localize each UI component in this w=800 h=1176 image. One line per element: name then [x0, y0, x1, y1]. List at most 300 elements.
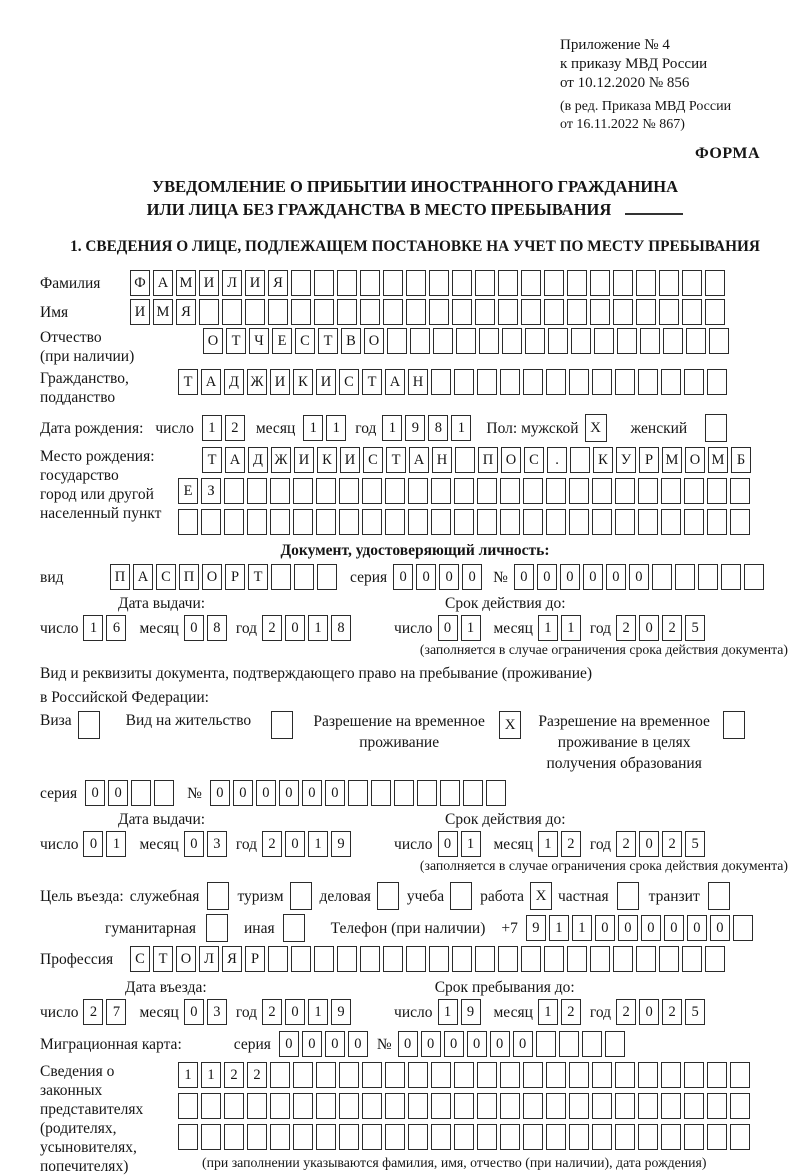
char-cell[interactable] — [475, 270, 495, 296]
given-name-field[interactable] — [130, 299, 728, 325]
purpose-other-checkbox[interactable] — [283, 914, 305, 942]
char-cell[interactable] — [178, 1124, 198, 1150]
char-cell[interactable]: 0 — [438, 615, 458, 641]
char-cell[interactable]: К — [317, 447, 337, 473]
char-cell[interactable]: 2 — [561, 831, 581, 857]
char-cell[interactable] — [268, 946, 288, 972]
char-cell[interactable] — [582, 1031, 602, 1057]
char-cell[interactable] — [383, 270, 403, 296]
char-cell[interactable]: 5 — [685, 615, 705, 641]
char-cell[interactable] — [592, 1124, 612, 1150]
char-cell[interactable]: 9 — [405, 415, 425, 441]
doc-valid-year[interactable] — [616, 615, 708, 641]
char-cell[interactable] — [455, 447, 475, 473]
char-cell[interactable] — [385, 478, 405, 504]
char-cell[interactable]: С — [130, 946, 150, 972]
char-cell[interactable] — [546, 1124, 566, 1150]
char-cell[interactable] — [652, 564, 672, 590]
char-cell[interactable] — [636, 270, 656, 296]
char-cell[interactable] — [452, 270, 472, 296]
char-cell[interactable] — [270, 509, 290, 535]
char-cell[interactable] — [544, 299, 564, 325]
char-cell[interactable] — [705, 299, 725, 325]
birth-place-row2[interactable] — [178, 478, 754, 504]
char-cell[interactable]: 1 — [572, 915, 592, 941]
stay-year-field[interactable] — [616, 999, 708, 1025]
char-cell[interactable] — [475, 946, 495, 972]
char-cell[interactable] — [385, 1124, 405, 1150]
char-cell[interactable] — [569, 369, 589, 395]
char-cell[interactable] — [684, 369, 704, 395]
migration-card-number-field[interactable] — [398, 1031, 628, 1057]
char-cell[interactable] — [523, 509, 543, 535]
char-cell[interactable] — [570, 447, 590, 473]
char-cell[interactable] — [339, 1093, 359, 1119]
char-cell[interactable]: И — [340, 447, 360, 473]
entry-month-field[interactable] — [184, 999, 230, 1025]
stay-day-field[interactable] — [438, 999, 484, 1025]
char-cell[interactable]: П — [478, 447, 498, 473]
char-cell[interactable]: О — [203, 328, 223, 354]
char-cell[interactable] — [383, 299, 403, 325]
char-cell[interactable] — [201, 1093, 221, 1119]
char-cell[interactable]: 0 — [184, 615, 204, 641]
char-cell[interactable] — [684, 478, 704, 504]
char-cell[interactable]: С — [295, 328, 315, 354]
char-cell[interactable] — [270, 1124, 290, 1150]
char-cell[interactable] — [569, 1124, 589, 1150]
birth-year-field[interactable] — [382, 415, 474, 441]
char-cell[interactable]: Т — [226, 328, 246, 354]
representatives-row3[interactable] — [178, 1124, 753, 1150]
char-cell[interactable] — [523, 369, 543, 395]
char-cell[interactable]: Я — [222, 946, 242, 972]
char-cell[interactable] — [201, 1124, 221, 1150]
char-cell[interactable] — [498, 299, 518, 325]
char-cell[interactable]: 3 — [207, 831, 227, 857]
char-cell[interactable] — [429, 270, 449, 296]
char-cell[interactable] — [571, 328, 591, 354]
surname-field[interactable] — [130, 270, 728, 296]
visa-checkbox[interactable] — [78, 711, 100, 739]
char-cell[interactable]: 2 — [247, 1062, 267, 1088]
char-cell[interactable]: 1 — [308, 999, 328, 1025]
char-cell[interactable] — [408, 1062, 428, 1088]
char-cell[interactable] — [410, 328, 430, 354]
char-cell[interactable]: 0 — [639, 831, 659, 857]
char-cell[interactable] — [433, 328, 453, 354]
doc-issue-year[interactable] — [262, 615, 354, 641]
char-cell[interactable] — [523, 1124, 543, 1150]
char-cell[interactable]: Л — [222, 270, 242, 296]
char-cell[interactable] — [291, 946, 311, 972]
doc-issue-day[interactable] — [83, 615, 129, 641]
char-cell[interactable] — [270, 1093, 290, 1119]
char-cell[interactable] — [431, 1124, 451, 1150]
char-cell[interactable]: А — [201, 369, 221, 395]
doc-issue-month[interactable] — [184, 615, 230, 641]
birth-place-row1[interactable] — [202, 447, 754, 473]
char-cell[interactable]: 2 — [83, 999, 103, 1025]
char-cell[interactable] — [638, 1062, 658, 1088]
char-cell[interactable]: 0 — [687, 915, 707, 941]
char-cell[interactable] — [661, 1093, 681, 1119]
char-cell[interactable]: О — [364, 328, 384, 354]
char-cell[interactable] — [730, 478, 750, 504]
char-cell[interactable] — [452, 299, 472, 325]
char-cell[interactable] — [546, 478, 566, 504]
char-cell[interactable]: 9 — [331, 831, 351, 857]
char-cell[interactable] — [590, 946, 610, 972]
char-cell[interactable] — [201, 509, 221, 535]
char-cell[interactable] — [247, 509, 267, 535]
doc-series-field[interactable] — [393, 564, 485, 590]
char-cell[interactable] — [362, 1062, 382, 1088]
char-cell[interactable]: 0 — [325, 780, 345, 806]
char-cell[interactable]: П — [179, 564, 199, 590]
char-cell[interactable] — [521, 299, 541, 325]
char-cell[interactable] — [707, 369, 727, 395]
char-cell[interactable]: К — [593, 447, 613, 473]
char-cell[interactable]: В — [341, 328, 361, 354]
char-cell[interactable] — [486, 780, 506, 806]
char-cell[interactable]: А — [409, 447, 429, 473]
char-cell[interactable] — [636, 946, 656, 972]
purpose-tourism-checkbox[interactable] — [290, 882, 312, 910]
char-cell[interactable] — [452, 946, 472, 972]
char-cell[interactable] — [721, 564, 741, 590]
residence-valid-year[interactable] — [616, 831, 708, 857]
char-cell[interactable] — [479, 328, 499, 354]
char-cell[interactable]: Н — [408, 369, 428, 395]
char-cell[interactable]: 1 — [201, 1062, 221, 1088]
char-cell[interactable] — [362, 509, 382, 535]
char-cell[interactable]: 0 — [513, 1031, 533, 1057]
char-cell[interactable] — [498, 946, 518, 972]
char-cell[interactable] — [314, 270, 334, 296]
char-cell[interactable] — [730, 1062, 750, 1088]
char-cell[interactable]: Т — [362, 369, 382, 395]
char-cell[interactable]: Д — [224, 369, 244, 395]
char-cell[interactable]: 0 — [639, 999, 659, 1025]
char-cell[interactable]: Т — [318, 328, 338, 354]
char-cell[interactable] — [523, 1062, 543, 1088]
char-cell[interactable] — [477, 1124, 497, 1150]
char-cell[interactable] — [431, 478, 451, 504]
char-cell[interactable] — [408, 1124, 428, 1150]
char-cell[interactable] — [707, 1062, 727, 1088]
char-cell[interactable]: 0 — [710, 915, 730, 941]
char-cell[interactable] — [500, 1124, 520, 1150]
char-cell[interactable]: 2 — [561, 999, 581, 1025]
char-cell[interactable]: З — [201, 478, 221, 504]
char-cell[interactable] — [636, 299, 656, 325]
char-cell[interactable] — [707, 1124, 727, 1150]
char-cell[interactable] — [477, 1062, 497, 1088]
char-cell[interactable] — [477, 509, 497, 535]
char-cell[interactable] — [613, 299, 633, 325]
char-cell[interactable] — [387, 328, 407, 354]
char-cell[interactable]: 1 — [202, 415, 222, 441]
purpose-business-checkbox[interactable] — [377, 882, 399, 910]
char-cell[interactable]: Н — [432, 447, 452, 473]
char-cell[interactable]: О — [176, 946, 196, 972]
char-cell[interactable] — [224, 509, 244, 535]
char-cell[interactable]: 8 — [207, 615, 227, 641]
char-cell[interactable]: 1 — [382, 415, 402, 441]
char-cell[interactable]: 2 — [616, 831, 636, 857]
char-cell[interactable]: С — [363, 447, 383, 473]
sex-male-checkbox[interactable]: X — [585, 414, 607, 442]
purpose-transit-checkbox[interactable] — [708, 882, 730, 910]
char-cell[interactable]: И — [245, 270, 265, 296]
char-cell[interactable]: 0 — [285, 831, 305, 857]
char-cell[interactable] — [271, 564, 291, 590]
char-cell[interactable] — [440, 780, 460, 806]
char-cell[interactable]: 0 — [233, 780, 253, 806]
char-cell[interactable]: 0 — [302, 1031, 322, 1057]
char-cell[interactable] — [406, 946, 426, 972]
char-cell[interactable] — [698, 564, 718, 590]
char-cell[interactable]: С — [156, 564, 176, 590]
char-cell[interactable] — [744, 564, 764, 590]
char-cell[interactable]: 9 — [461, 999, 481, 1025]
char-cell[interactable]: 0 — [583, 564, 603, 590]
char-cell[interactable] — [337, 270, 357, 296]
char-cell[interactable] — [615, 509, 635, 535]
char-cell[interactable] — [684, 509, 704, 535]
char-cell[interactable] — [431, 509, 451, 535]
char-cell[interactable] — [638, 369, 658, 395]
char-cell[interactable] — [293, 478, 313, 504]
char-cell[interactable]: 0 — [490, 1031, 510, 1057]
sex-female-checkbox[interactable] — [705, 414, 727, 442]
char-cell[interactable] — [385, 1062, 405, 1088]
char-cell[interactable] — [224, 478, 244, 504]
char-cell[interactable] — [682, 299, 702, 325]
char-cell[interactable]: И — [130, 299, 150, 325]
char-cell[interactable]: И — [199, 270, 219, 296]
char-cell[interactable]: 0 — [108, 780, 128, 806]
char-cell[interactable] — [463, 780, 483, 806]
char-cell[interactable]: Т — [202, 447, 222, 473]
char-cell[interactable] — [247, 1124, 267, 1150]
char-cell[interactable] — [293, 1062, 313, 1088]
char-cell[interactable] — [684, 1093, 704, 1119]
temp-residence-education-checkbox[interactable] — [723, 711, 745, 739]
char-cell[interactable]: 0 — [537, 564, 557, 590]
stay-month-field[interactable] — [538, 999, 584, 1025]
char-cell[interactable] — [348, 780, 368, 806]
char-cell[interactable] — [316, 1093, 336, 1119]
char-cell[interactable]: О — [202, 564, 222, 590]
char-cell[interactable]: 2 — [616, 615, 636, 641]
char-cell[interactable]: 0 — [595, 915, 615, 941]
char-cell[interactable] — [360, 270, 380, 296]
char-cell[interactable]: 0 — [256, 780, 276, 806]
char-cell[interactable]: 3 — [207, 999, 227, 1025]
purpose-study-checkbox[interactable] — [450, 882, 472, 910]
char-cell[interactable]: 0 — [279, 1031, 299, 1057]
char-cell[interactable] — [291, 270, 311, 296]
residence-issue-year[interactable] — [262, 831, 354, 857]
char-cell[interactable]: А — [153, 270, 173, 296]
char-cell[interactable]: М — [708, 447, 728, 473]
char-cell[interactable] — [406, 270, 426, 296]
char-cell[interactable] — [684, 1062, 704, 1088]
char-cell[interactable]: 9 — [331, 999, 351, 1025]
char-cell[interactable] — [615, 478, 635, 504]
char-cell[interactable]: Б — [731, 447, 751, 473]
char-cell[interactable]: 0 — [560, 564, 580, 590]
char-cell[interactable] — [567, 946, 587, 972]
char-cell[interactable]: 0 — [302, 780, 322, 806]
char-cell[interactable]: С — [524, 447, 544, 473]
char-cell[interactable]: 1 — [308, 615, 328, 641]
char-cell[interactable] — [661, 1062, 681, 1088]
char-cell[interactable] — [362, 1124, 382, 1150]
char-cell[interactable]: 0 — [467, 1031, 487, 1057]
char-cell[interactable] — [592, 509, 612, 535]
char-cell[interactable] — [546, 1062, 566, 1088]
char-cell[interactable] — [500, 1062, 520, 1088]
char-cell[interactable]: И — [294, 447, 314, 473]
char-cell[interactable] — [224, 1093, 244, 1119]
char-cell[interactable] — [498, 270, 518, 296]
char-cell[interactable] — [661, 509, 681, 535]
char-cell[interactable] — [613, 270, 633, 296]
char-cell[interactable]: 0 — [285, 615, 305, 641]
char-cell[interactable] — [638, 1124, 658, 1150]
char-cell[interactable]: 0 — [439, 564, 459, 590]
birth-day-field[interactable] — [202, 415, 248, 441]
char-cell[interactable]: Е — [272, 328, 292, 354]
char-cell[interactable]: 0 — [279, 780, 299, 806]
char-cell[interactable] — [360, 299, 380, 325]
char-cell[interactable]: 2 — [662, 999, 682, 1025]
doc-valid-day[interactable] — [438, 615, 484, 641]
char-cell[interactable] — [707, 478, 727, 504]
doc-number-field[interactable] — [514, 564, 767, 590]
char-cell[interactable] — [592, 369, 612, 395]
char-cell[interactable] — [682, 270, 702, 296]
char-cell[interactable] — [521, 946, 541, 972]
char-cell[interactable] — [316, 509, 336, 535]
char-cell[interactable] — [222, 299, 242, 325]
char-cell[interactable]: 0 — [325, 1031, 345, 1057]
char-cell[interactable]: 0 — [629, 564, 649, 590]
char-cell[interactable] — [523, 478, 543, 504]
char-cell[interactable] — [431, 1093, 451, 1119]
char-cell[interactable]: 1 — [438, 999, 458, 1025]
residence-valid-month[interactable] — [538, 831, 584, 857]
char-cell[interactable]: 1 — [461, 615, 481, 641]
char-cell[interactable]: 0 — [85, 780, 105, 806]
char-cell[interactable] — [270, 478, 290, 504]
char-cell[interactable] — [339, 1124, 359, 1150]
char-cell[interactable]: 1 — [461, 831, 481, 857]
char-cell[interactable] — [294, 564, 314, 590]
char-cell[interactable] — [536, 1031, 556, 1057]
char-cell[interactable]: М — [662, 447, 682, 473]
char-cell[interactable]: Д — [248, 447, 268, 473]
char-cell[interactable]: 0 — [184, 999, 204, 1025]
char-cell[interactable] — [454, 478, 474, 504]
purpose-private-checkbox[interactable] — [617, 882, 639, 910]
char-cell[interactable]: 1 — [561, 615, 581, 641]
char-cell[interactable] — [454, 1093, 474, 1119]
char-cell[interactable] — [567, 270, 587, 296]
char-cell[interactable]: Я — [268, 270, 288, 296]
char-cell[interactable] — [314, 299, 334, 325]
char-cell[interactable]: 2 — [262, 615, 282, 641]
char-cell[interactable]: 0 — [398, 1031, 418, 1057]
char-cell[interactable]: 2 — [224, 1062, 244, 1088]
char-cell[interactable] — [733, 915, 753, 941]
char-cell[interactable]: 0 — [421, 1031, 441, 1057]
char-cell[interactable]: 9 — [526, 915, 546, 941]
char-cell[interactable] — [500, 509, 520, 535]
char-cell[interactable] — [730, 1093, 750, 1119]
char-cell[interactable]: 0 — [639, 615, 659, 641]
char-cell[interactable] — [615, 1124, 635, 1150]
char-cell[interactable] — [362, 478, 382, 504]
char-cell[interactable]: О — [685, 447, 705, 473]
char-cell[interactable] — [659, 270, 679, 296]
char-cell[interactable]: Т — [248, 564, 268, 590]
char-cell[interactable] — [178, 1093, 198, 1119]
char-cell[interactable]: 2 — [262, 831, 282, 857]
char-cell[interactable] — [477, 478, 497, 504]
char-cell[interactable] — [408, 478, 428, 504]
temp-residence-checkbox[interactable]: X — [499, 711, 521, 739]
char-cell[interactable]: 0 — [641, 915, 661, 941]
char-cell[interactable] — [659, 946, 679, 972]
migration-card-series-field[interactable] — [279, 1031, 371, 1057]
char-cell[interactable] — [567, 299, 587, 325]
char-cell[interactable] — [546, 1093, 566, 1119]
char-cell[interactable]: 0 — [444, 1031, 464, 1057]
entry-day-field[interactable] — [83, 999, 129, 1025]
char-cell[interactable]: Ж — [247, 369, 267, 395]
char-cell[interactable] — [429, 946, 449, 972]
char-cell[interactable]: 0 — [285, 999, 305, 1025]
char-cell[interactable]: П — [110, 564, 130, 590]
residence-number-field[interactable] — [210, 780, 509, 806]
char-cell[interactable]: М — [176, 270, 196, 296]
char-cell[interactable]: А — [385, 369, 405, 395]
residence-valid-day[interactable] — [438, 831, 484, 857]
char-cell[interactable] — [293, 1093, 313, 1119]
profession-field[interactable] — [130, 946, 728, 972]
representatives-row2[interactable] — [178, 1093, 753, 1119]
char-cell[interactable] — [291, 299, 311, 325]
char-cell[interactable]: 8 — [331, 615, 351, 641]
char-cell[interactable] — [548, 328, 568, 354]
char-cell[interactable]: 2 — [262, 999, 282, 1025]
char-cell[interactable]: 1 — [303, 415, 323, 441]
char-cell[interactable]: 0 — [210, 780, 230, 806]
char-cell[interactable] — [686, 328, 706, 354]
residence-permit-checkbox[interactable] — [271, 711, 293, 739]
char-cell[interactable] — [314, 946, 334, 972]
char-cell[interactable] — [408, 1093, 428, 1119]
char-cell[interactable]: Я — [176, 299, 196, 325]
char-cell[interactable]: Ф — [130, 270, 150, 296]
char-cell[interactable]: 5 — [685, 831, 705, 857]
char-cell[interactable]: 1 — [326, 415, 346, 441]
char-cell[interactable] — [661, 478, 681, 504]
